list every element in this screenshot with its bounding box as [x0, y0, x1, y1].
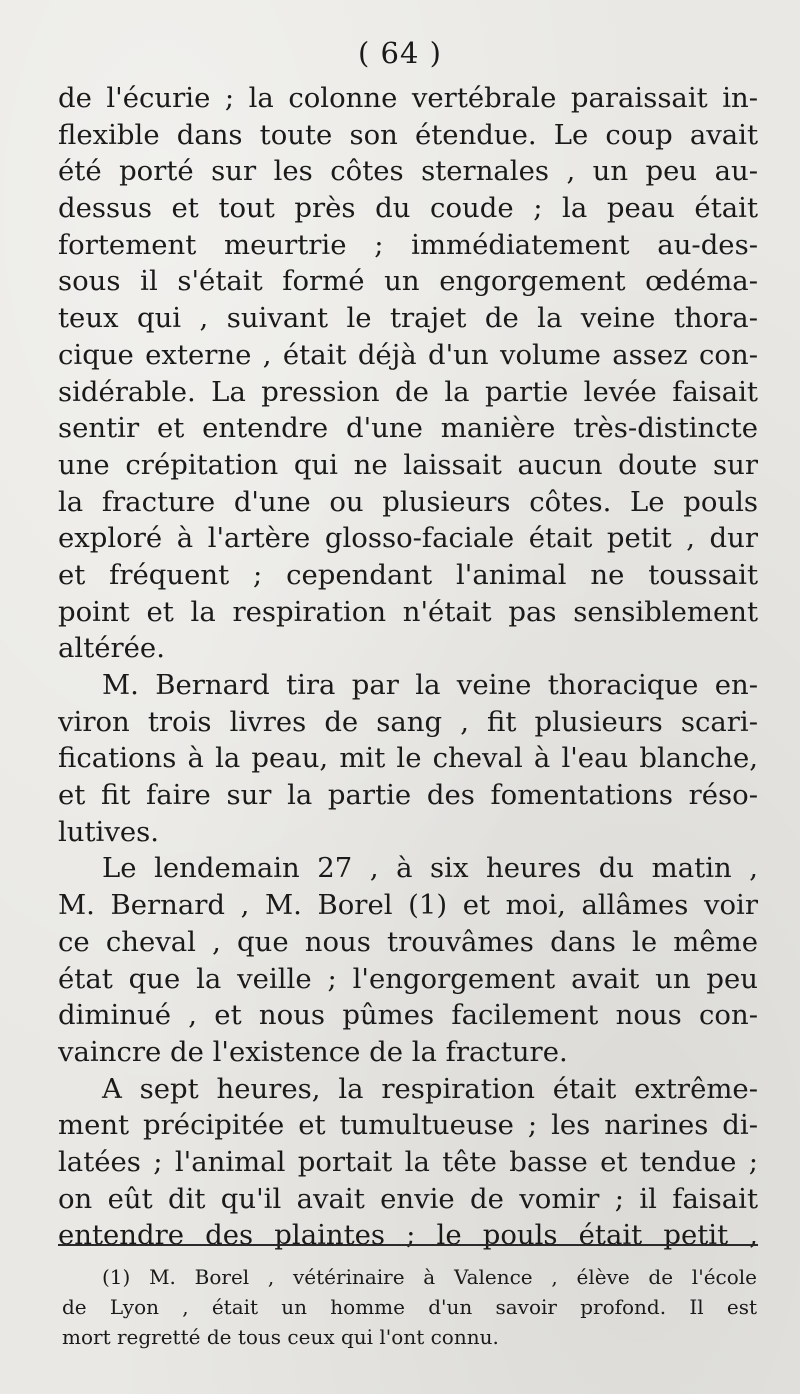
- text-line: A sept heures, la respiration était extrême-: [102, 1072, 758, 1105]
- page-number: ( 64 ): [358, 36, 442, 70]
- text-line: entendre des plaintes ; le pouls était petit ,: [58, 1219, 758, 1252]
- paragraph: [58, 850, 758, 1070]
- text-line: M. Bernard tira par la veine thoracique en-: [102, 669, 758, 701]
- footnote-line: mort regretté de tous ceux qui l'ont connu.: [62, 1325, 499, 1349]
- paragraph: [58, 80, 758, 667]
- text-line: état que la veille ; l'engorgement avait un peu: [58, 962, 758, 995]
- text-line: vaincre de l'existence de la fracture.: [58, 1035, 568, 1068]
- text-line: fortement meurtrie ; immédiatement au-des-: [58, 228, 758, 261]
- text-line: point et la respiration n'était pas sensiblement: [58, 595, 758, 628]
- text-line: exploré à l'artère glosso-faciale était petit , dur: [58, 522, 758, 555]
- text-line: sous il s'était formé un engorgement œdéma-: [58, 265, 758, 298]
- text-line: on eût dit qu'il avait envie de vomir ; il faisait: [58, 1182, 758, 1215]
- text-line: sidérable. La pression de la partie levée faisait: [58, 375, 758, 408]
- main-text: [58, 80, 758, 1254]
- text-line: teux qui , suivant le trajet de la veine thora-: [58, 302, 758, 335]
- text-line: diminué , et nous pûmes facilement nous con-: [58, 999, 758, 1032]
- footnote-line: de Lyon , était un homme d'un savoir profond. Il est: [62, 1295, 757, 1319]
- text-line: de l'écurie ; la colonne vertébrale paraissait in-: [58, 82, 758, 114]
- paragraph: [58, 1071, 758, 1254]
- text-line: une crépitation qui ne laissait aucun doute sur: [58, 448, 758, 481]
- text-line: fications à la peau, mit le cheval à l'eau blanche,: [58, 742, 758, 775]
- text-line: M. Bernard , M. Borel (1) et moi, allâmes voir: [58, 889, 758, 922]
- paragraph: [58, 667, 758, 850]
- text-line: latées ; l'animal portait la tête basse et tendue ;: [58, 1145, 758, 1178]
- text-line: été porté sur les côtes sternales , un peu au-: [58, 155, 758, 188]
- text-line: Le lendemain 27 , à six heures du matin ,: [102, 852, 758, 885]
- footnote-divider: [58, 1244, 758, 1246]
- text-line: dessus et tout près du coude ; la peau était: [58, 192, 758, 225]
- text-line: flexible dans toute son étendue. Le coup avait: [58, 118, 758, 151]
- text-line: sentir et entendre d'une manière très-distincte: [58, 412, 758, 445]
- text-line: cique externe , était déjà d'un volume assez con-: [58, 338, 758, 371]
- text-line: lutives.: [58, 815, 160, 848]
- text-line: ment précipitée et tumultueuse ; les narines di-: [58, 1109, 758, 1142]
- footnote-line: (1) M. Borel , vétérinaire à Valence , élève de l'école: [102, 1265, 757, 1289]
- text-line: et fréquent ; cependant l'animal ne toussait: [58, 558, 758, 591]
- text-line: viron trois livres de sang , fit plusieurs scari-: [58, 705, 758, 738]
- text-line: ce cheval , que nous trouvâmes dans le même: [58, 925, 758, 958]
- footnote: [62, 1262, 757, 1352]
- text-line: altérée.: [58, 632, 165, 665]
- text-line: et fit faire sur la partie des fomentations réso-: [58, 779, 758, 812]
- text-line: la fracture d'une ou plusieurs côtes. Le pouls: [58, 485, 758, 518]
